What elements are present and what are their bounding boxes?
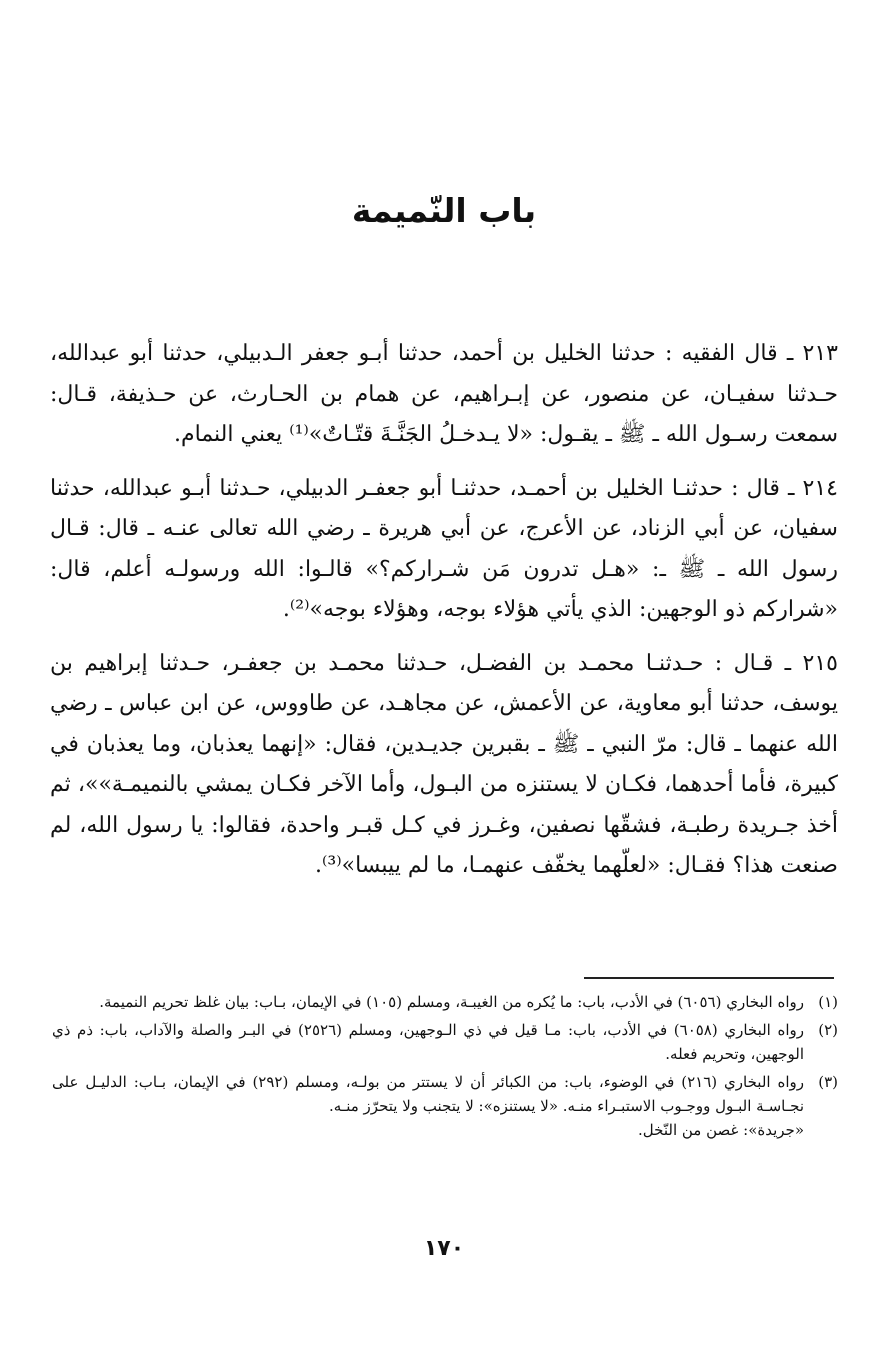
footnote xyxy=(52,1018,838,1066)
hadith-number: ٢١٤ xyxy=(802,475,838,501)
footnote-separator xyxy=(584,977,834,979)
hadith-paragraph xyxy=(50,469,838,631)
footnote-number: (١) xyxy=(818,993,838,1011)
hadith-text: ـ قال : حدثنـا الخليل بن أحمـد، حدثنـا أبو جعفـر الدبيلي، حـدثنا أبـو عبدالله، حدثنا سفيان، عن أبي الزناد، عن الأعرج، عن أبي هريرة ـ رضي الله تعالى عنـه ـ قال: قـال رسول الله ـ ﷺ ـ: «هـل تدرون مَن شـراركم؟» قالـوا: الله ورسولـه أعلم، قال: «شراركم ذو الوجهين: الذي يأتي هؤلاء بوجه، وهؤلاء بوجه»⁽²⁾. xyxy=(50,475,838,622)
chapter-title: باب النّميمة xyxy=(351,191,537,230)
hadith-number: ٢١٥ xyxy=(802,650,838,676)
hadith-number: ٢١٣ xyxy=(802,341,838,366)
footnotes xyxy=(52,990,838,1146)
footnote-gloss: «جريدة»: غصن من النّخل. xyxy=(638,1121,804,1139)
footnote xyxy=(52,1070,838,1142)
footnote-text: رواه البخاري (٢١٦) في الوضوء، باب: من الكبائر أن لا يستتر من بولـه، ومسلم (٢٩٢) في الإيمان، بـاب: الدليـل على نجـاسـة البـول ووجـوب الاستبـراء منـه. «لا يستنزه»: لا يتجنب ولا يتحرّز منـه. xyxy=(52,1073,804,1115)
main-text xyxy=(50,334,838,900)
hadith-paragraph xyxy=(50,644,838,887)
footnote-number: (٣) xyxy=(818,1073,838,1091)
page-number: ١٧٠ xyxy=(423,1236,465,1261)
footnote-text: رواه البخاري (٦٠٥٦) في الأدب، باب: ما يُكره من الغيبـة، ومسلم (١٠٥) في الإيمان، بـاب: بيان غلظ تحريم النميمة. xyxy=(99,993,804,1011)
footnote-number: (٢) xyxy=(818,1021,838,1039)
hadith-text: ـ قـال : حـدثنـا محمـد بن الفضـل، حـدثنا محمـد بن جعفـر، حـدثنا إبراهيم بن يوسف، حدثنا أبو معاوية، عن الأعمش، عن مجاهـد، عن طاووس، عن ابن عباس ـ رضي الله عنهما ـ قال: مرّ النبي ـ ﷺ ـ بقبرين جديـدين، فقال: «إنهما يعذبان، وما يعذبان في كبيرة، فأما أحدهما، فكـان لا يستنزه من البـول، وأما الآخر فكـان يمشي بالنميمـة»»، ثم أخذ جـريدة رطبـة، فشقّها نصفين، وغـرز في كـل قبـر واحدة، فقالوا: يا رسول الله، لم صنعت هذا؟ فقـال: «لعلّهما يخفّف عنهمـا، ما لم ييبسا»⁽³⁾. xyxy=(50,650,838,878)
hadith-text: ـ قال الفقيه : حدثنا الخليل بن أحمد، حدثنا أبـو جعفر الـدبيلي، حدثنا أبو عبدالله، حـدثنا سفيـان، عن منصور، عن إبـراهيم، عن همام بن الحـارث، عن حـذيفة، قـال: سمعت رسـول الله ـ ﷺ ـ يقـول: «لا يـدخـلُ الجَنَّـةَ قتّـاتٌ»⁽¹⁾ يعني النمام. xyxy=(50,341,838,447)
hadith-paragraph xyxy=(50,334,838,456)
footnote-text: رواه البخاري (٦٠٥٨) في الأدب، باب: مـا قيل في ذي الـوجهين، ومسلم (٢٥٢٦) في البـر والصلة والآداب، باب: ذم ذي الوجهين، وتحريم فعله. xyxy=(52,1021,804,1063)
footnote xyxy=(52,990,838,1014)
